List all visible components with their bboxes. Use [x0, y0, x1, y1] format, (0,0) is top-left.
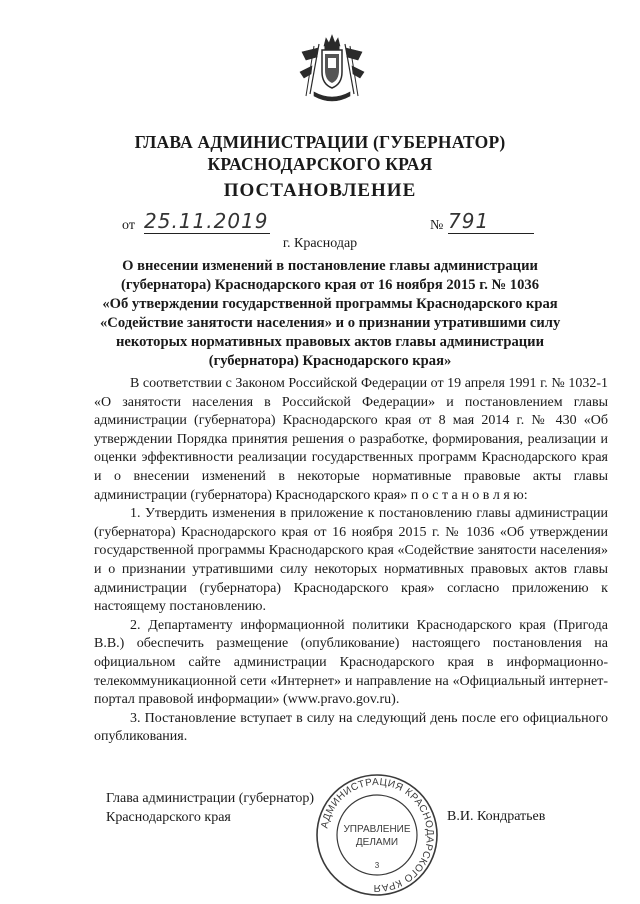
document-type: ПОСТАНОВЛЕНИЕ: [223, 180, 417, 201]
coat-of-arms-emblem: [292, 32, 372, 108]
title-line: (губернатора) Краснодарского края от 16 ноября 2015 г. № 1036: [121, 277, 539, 293]
svg-text:3: 3: [374, 861, 380, 870]
signatory-position: [106, 790, 314, 827]
item-2-paragraph: 2. Департаменту информационной политики Краснодарского края (Пригода В.В.) обеспечить размещение (опубликование) настоящего постановления на официальном сайте администрации Краснодарского края в информационно-телекоммуникационной сети «Интернет» и направление на «Официальный интернет-портал правовой информации» (www.pravo.gov.ru).: [94, 617, 608, 708]
city: г. Краснодар: [282, 236, 358, 251]
title-line: некоторых нормативных правовых актов главы администрации: [115, 334, 544, 350]
svg-text:УПРАВЛЕНИЕ: УПРАВЛЕНИЕ: [343, 824, 411, 835]
document-body: [94, 375, 608, 747]
number-prefix: №: [430, 218, 444, 233]
date-prefix: от: [122, 218, 135, 233]
signatory-position-line2: Краснодарского края: [106, 809, 231, 825]
preamble-paragraph: В соответствии с Законом Российской Федерации от 19 апреля 1991 г. № 1032-1 «О занятости населения в Российской Федерации» и постановлением главы администрации (губернатора) Краснодарского края от 8 мая 2014 г. № 430 «Об утверждении Порядка принятия решения о разработке, формирования, реализации и оценки эффективности реализации государственных программ Краснодарского края и о внесении изменений в некоторые нормативные правовые акты главы администрации (губернатора) Краснодарского края» п о с т а н о в л я ю:: [94, 376, 608, 503]
svg-text:ДЕЛАМИ: ДЕЛАМИ: [355, 837, 399, 848]
signatory-name: В.И. Кондратьев: [447, 809, 546, 824]
document-title: [100, 257, 560, 371]
item-1-paragraph: 1. Утвердить изменения в приложение к постановлению главы администрации (губернатора) Краснодарского края от 16 ноября 2015 г. № 1036 «Об утверждении государственной программы Краснодарского края «Содействие занятости населения» и о признании утратившими силу некоторых нормативных правовых актов главы администрации (губернатора) Краснодарского края» согласно приложению к настоящему постановлению.: [94, 506, 608, 615]
title-line: «Содействие занятости населения» и о признании утратившими силу: [100, 315, 561, 331]
date-handwritten: 25.11.2019: [144, 209, 269, 233]
number-handwritten: 791: [448, 209, 534, 234]
svg-text:АДМИНИСТРАЦИЯ КРАСНОДАРСКОГО К: АДМИНИСТРАЦИЯ КРАСНОДАРСКОГО КРАЯ: [319, 776, 436, 894]
org-name-line1: ГЛАВА АДМИНИСТРАЦИИ (ГУБЕРНАТОР): [134, 132, 506, 152]
title-line: (губернатора) Краснодарского края»: [208, 353, 452, 369]
item-3-paragraph: 3. Постановление вступает в силу на следующий день после его официального опубликования.: [94, 710, 608, 745]
signatory-position-line1: Глава администрации (губернатор): [106, 791, 315, 806]
round-stamp: [312, 770, 442, 900]
title-line: О внесении изменений в постановление главы администрации: [122, 258, 538, 274]
title-line: «Об утверждении государственной программы Краснодарского края: [102, 296, 558, 312]
org-name-line2: КРАСНОДАРСКОГО КРАЯ: [207, 154, 433, 174]
